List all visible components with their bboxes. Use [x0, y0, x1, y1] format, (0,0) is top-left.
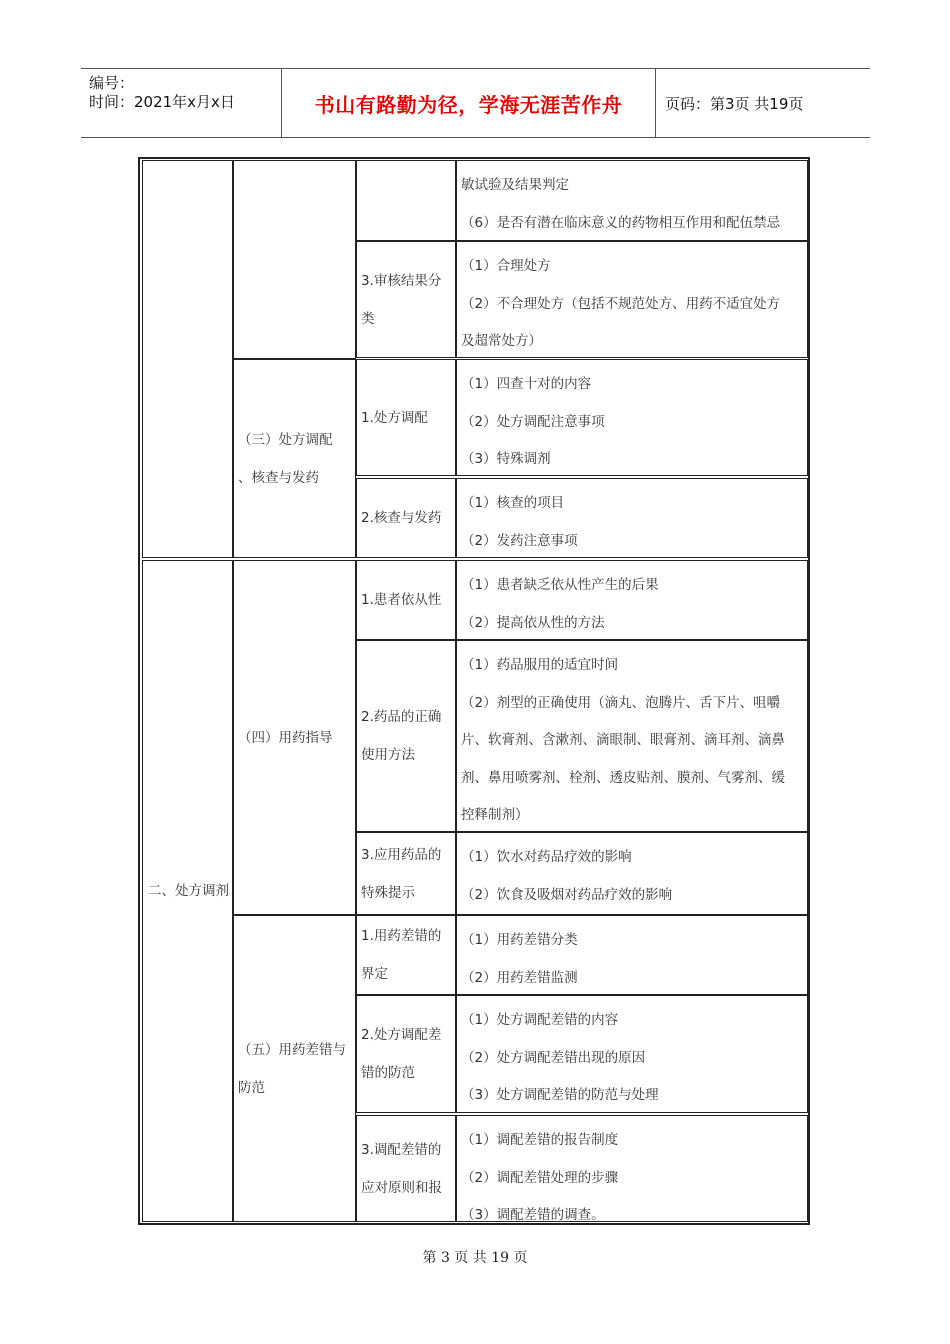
- subsection-label: 、核查与发药: [238, 469, 319, 486]
- topic-label: 3.审核结果分: [361, 272, 442, 289]
- detail-cell: [456, 832, 808, 915]
- detail-line: （2）饮食及吸烟对药品疗效的影响: [461, 886, 673, 903]
- topic-cell: [356, 640, 456, 832]
- detail-cell: [456, 160, 808, 241]
- subsection-cell: [233, 160, 356, 359]
- detail-cell: [456, 995, 808, 1113]
- detail-cell: [456, 915, 808, 995]
- detail-line: 敏试验及结果判定: [461, 177, 569, 193]
- detail-cell: [456, 241, 808, 358]
- topic-label: 2.核查与发药: [361, 510, 442, 526]
- topic-label: 使用方法: [361, 747, 415, 763]
- section-cell: [142, 160, 233, 558]
- topic-label: 3.调配差错的: [361, 1141, 442, 1158]
- topic-label: 1.患者依从性: [361, 592, 442, 608]
- detail-line: （1）合理处方: [461, 258, 551, 274]
- detail-line: （1）处方调配差错的内容: [461, 1012, 619, 1028]
- section-label: 二、处方调剂: [148, 883, 229, 899]
- subsection-cell: [233, 560, 356, 915]
- subsection-label: （三）处方调配: [238, 431, 333, 448]
- topic-cell: [356, 832, 456, 915]
- detail-line: （2）发药注意事项: [461, 532, 578, 549]
- topic-label: 特殊提示: [361, 884, 415, 901]
- detail-line: （1）用药差错分类: [461, 932, 578, 948]
- topic-cell: [356, 241, 456, 358]
- detail-line: （3）调配差错的调查。: [461, 1207, 605, 1223]
- detail-line: （2）提高依从性的方法: [461, 614, 605, 631]
- detail-line: （1）调配差错的报告制度: [461, 1132, 619, 1148]
- subsection-cell: [233, 359, 356, 558]
- topic-label: 2.处方调配差: [361, 1027, 442, 1043]
- detail-cell: [456, 359, 808, 476]
- topic-label: 1.用药差错的: [361, 928, 442, 944]
- header-motto: 书山有路勤为径，学海无涯苦作舟: [314, 92, 623, 117]
- detail-line: （2）不合理处方（包括不规范处方、用药不适宜处方: [461, 295, 781, 312]
- topic-label: 3.应用药品的: [361, 846, 442, 863]
- detail-line: （3）特殊调剂: [461, 451, 551, 467]
- detail-line: （1）患者缺乏依从性产生的后果: [461, 577, 659, 593]
- document-date: 时间：2021年x月x日: [89, 93, 235, 111]
- topic-label: 错的防范: [361, 1065, 415, 1081]
- topic-cell: [356, 560, 456, 640]
- detail-line: （3）处方调配差错的防范与处理: [461, 1087, 659, 1103]
- topic-label: 1.处方调配: [361, 409, 428, 426]
- subsection-cell: [233, 915, 356, 1222]
- detail-cell: [456, 1115, 808, 1222]
- header-meta: [81, 69, 282, 137]
- detail-line: 及超常处方）: [461, 333, 542, 349]
- detail-line: （2）剂型的正确使用（滴丸、泡腾片、舌下片、咀嚼: [461, 694, 781, 711]
- page-footer: 第 3 页 共 19 页: [422, 1250, 528, 1266]
- subsection-label: （四）用药指导: [238, 729, 333, 746]
- topic-label: 类: [361, 310, 375, 327]
- topic-cell: [356, 995, 456, 1113]
- detail-line: 剂、鼻用喷雾剂、栓剂、透皮贴剂、膜剂、气雾剂、缓: [461, 769, 785, 786]
- topic-cell: [356, 359, 456, 476]
- detail-line: 片、软膏剂、含漱剂、滴眼制、眼膏剂、滴耳剂、滴鼻: [461, 732, 785, 748]
- topic-cell: [356, 160, 456, 241]
- header-page-info: 页码：第3页 共19页: [665, 94, 804, 113]
- detail-line: （1）饮水对药品疗效的影响: [461, 849, 632, 865]
- detail-line: （1）药品服用的适宜时间: [461, 657, 619, 673]
- topic-cell: [356, 1115, 456, 1222]
- detail-line: （2）用药差错监测: [461, 969, 578, 986]
- detail-cell: [456, 478, 808, 558]
- detail-line: （1）四查十对的内容: [461, 376, 592, 392]
- detail-line: 控释制剂）: [461, 807, 529, 823]
- page-header: [81, 68, 870, 138]
- detail-line: （2）处方调配差错出现的原因: [461, 1049, 646, 1066]
- subsection-label: （五）用药差错与: [238, 1041, 346, 1058]
- topic-label: 应对原则和报: [361, 1179, 442, 1196]
- detail-cell: [456, 560, 808, 640]
- detail-cell: [456, 640, 808, 832]
- detail-line: （6）是否有潜在临床意义的药物相互作用和配伍禁忌: [461, 214, 781, 231]
- topic-cell: [356, 478, 456, 558]
- syllabus-table: [138, 157, 810, 1225]
- detail-line: （2）调配差错处理的步骤: [461, 1169, 619, 1186]
- section-cell: [142, 560, 233, 1222]
- topic-label: 界定: [361, 966, 388, 982]
- topic-cell: [356, 915, 456, 995]
- detail-line: （2）处方调配注意事项: [461, 413, 605, 430]
- document-number-label: 编号：: [89, 74, 135, 92]
- topic-label: 2.药品的正确: [361, 709, 442, 725]
- detail-line: （1）核查的项目: [461, 495, 565, 511]
- subsection-label: 防范: [238, 1079, 265, 1096]
- header-motto-box: [282, 69, 656, 137]
